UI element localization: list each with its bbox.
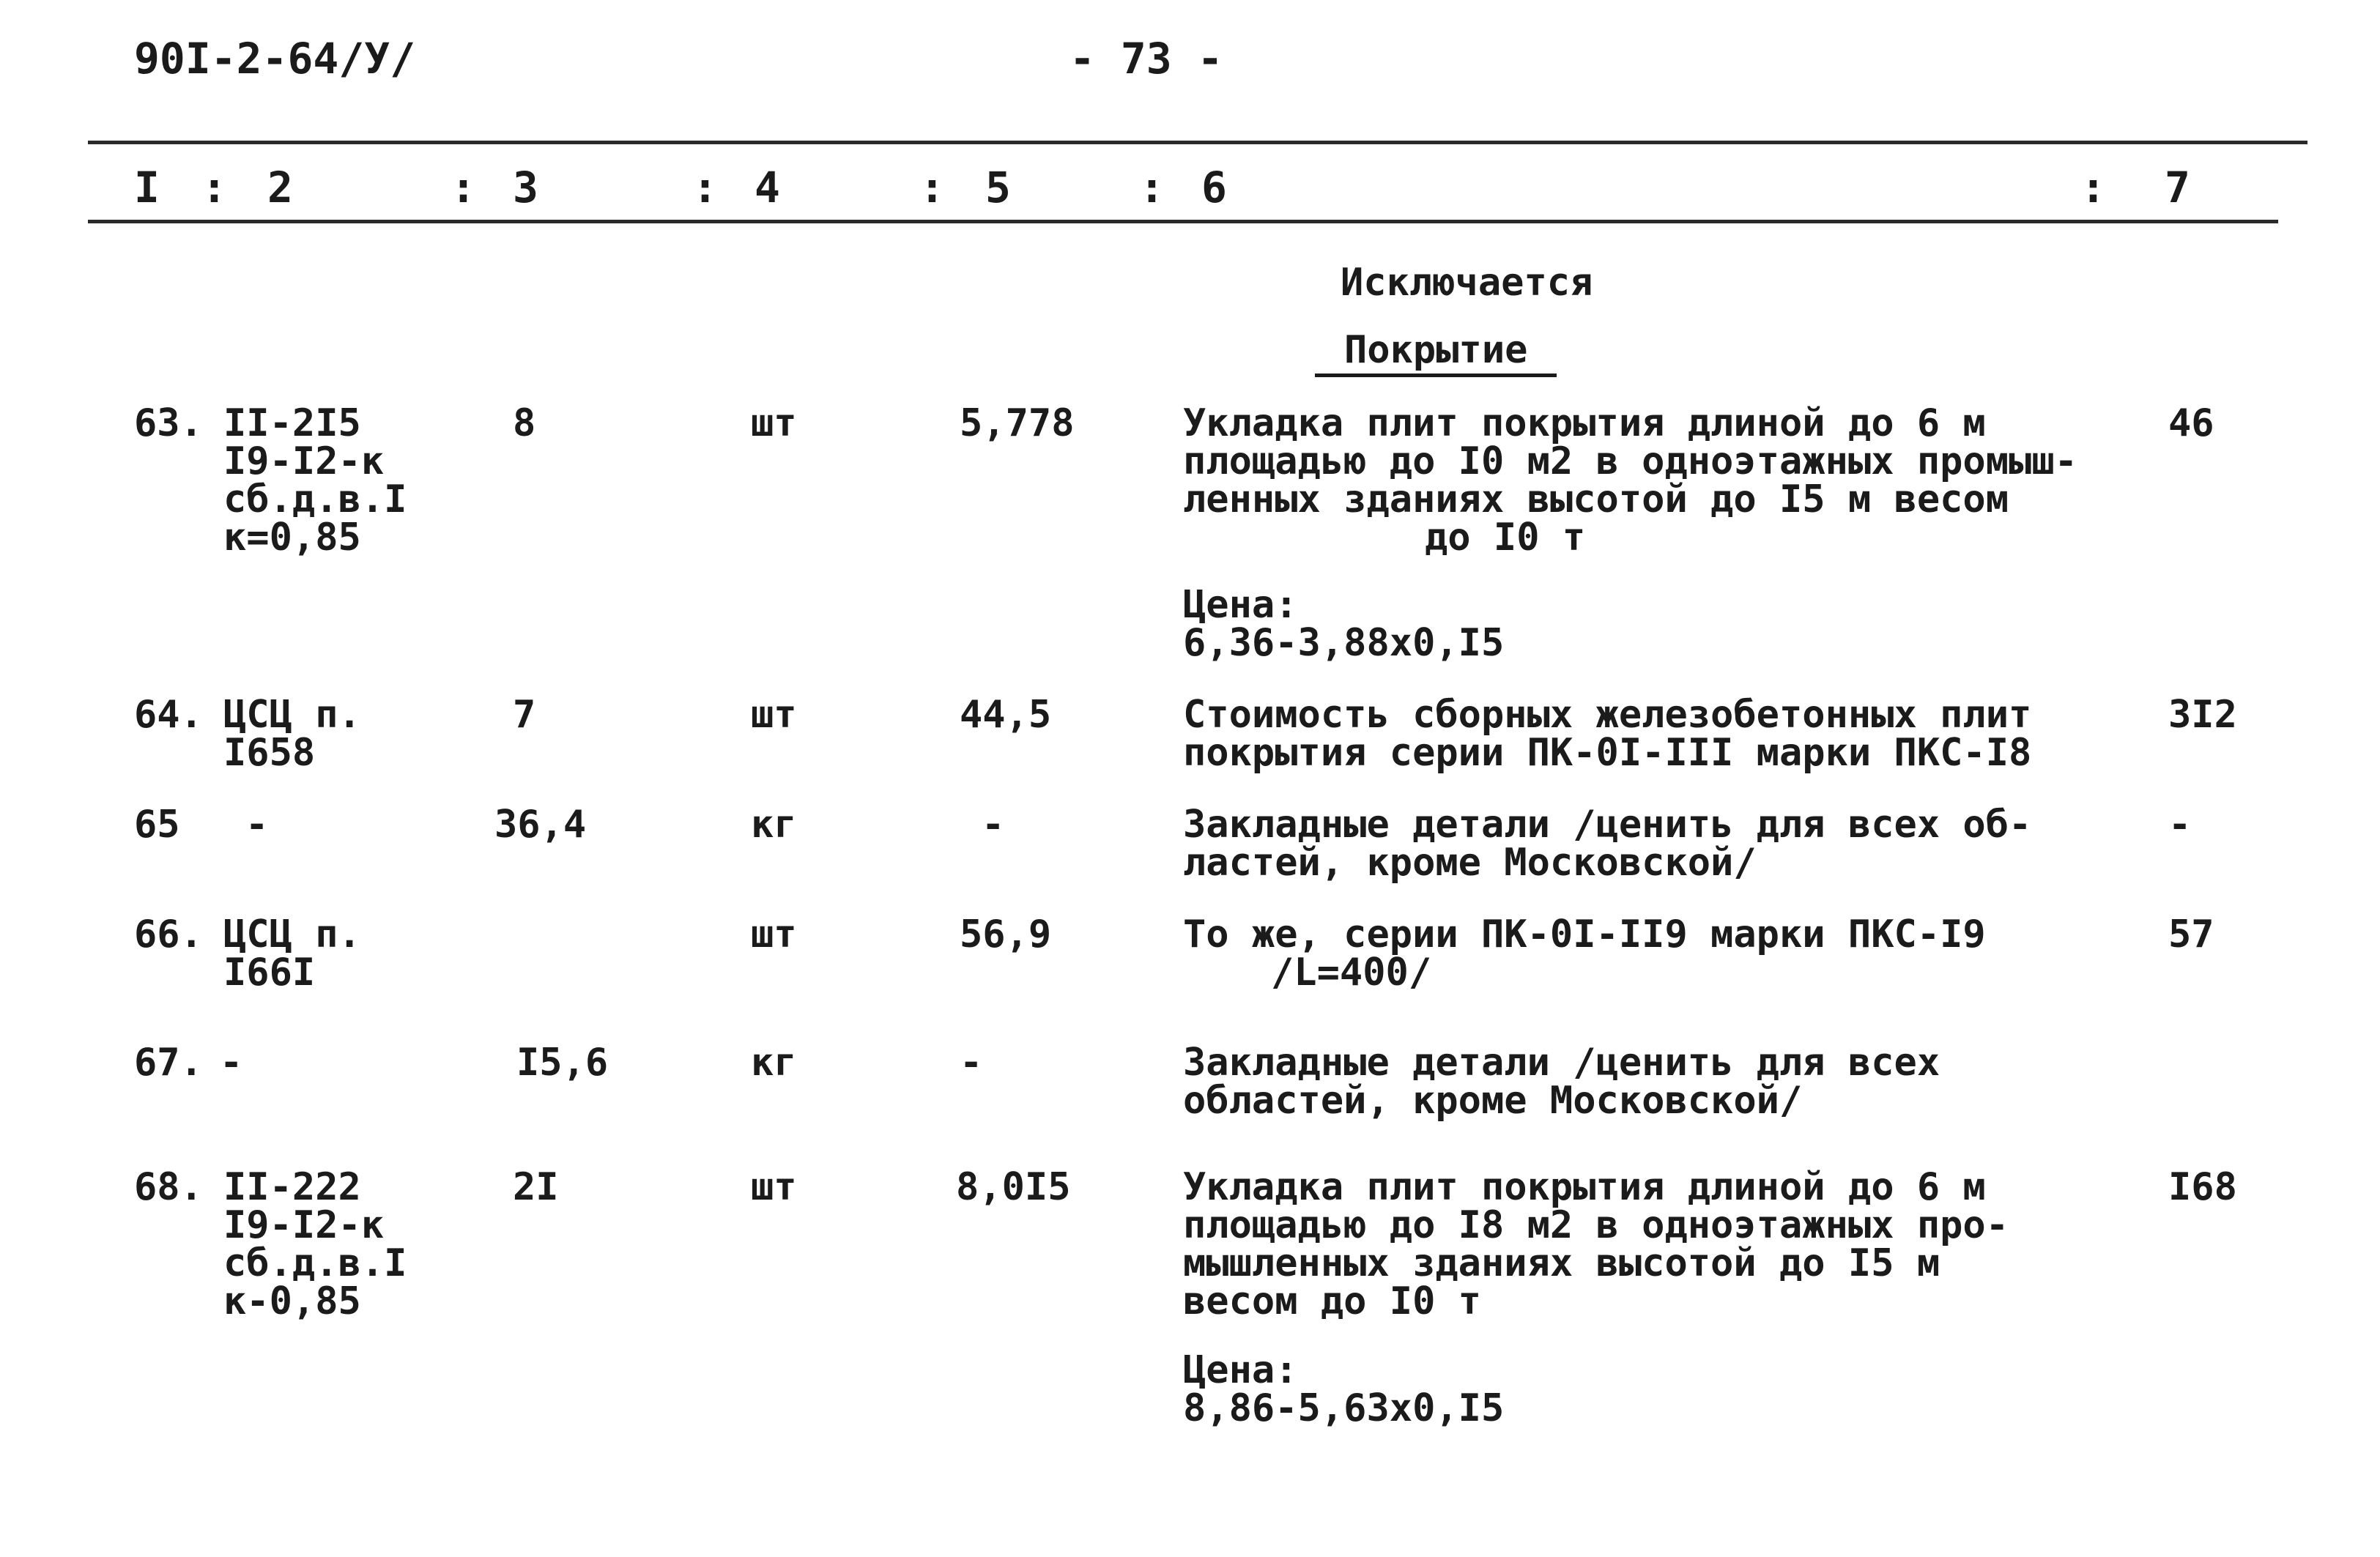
quantity: 2I xyxy=(513,1165,559,1209)
excluded-label: Исключается xyxy=(1341,261,1593,305)
col-header-2: 2 xyxy=(267,163,293,212)
norm-code: II-2I5 I9-I2-к сб.д.в.I к=0,85 xyxy=(223,401,407,560)
quantity: 36,4 xyxy=(494,803,587,847)
unit: шт xyxy=(751,401,797,445)
work-description: То же, серии ПК-0I-II9 марки ПКС-I9 /L=400/ xyxy=(1183,913,1986,995)
col-header-3: 3 xyxy=(513,163,538,212)
total-value: 3I2 xyxy=(2168,693,2237,737)
header-bottom-rule xyxy=(88,220,2278,223)
row-number: 63. xyxy=(134,401,203,445)
row-number: 65 xyxy=(134,803,180,847)
row-number: 66. xyxy=(134,913,203,956)
unit: шт xyxy=(751,693,797,737)
price-note: Цена: 6,36-3,88x0,I5 xyxy=(1183,583,1505,665)
row-number: 64. xyxy=(134,693,203,737)
unit-price: 8,0I5 xyxy=(956,1165,1071,1209)
section-heading-text: Покрытие xyxy=(1315,328,1557,377)
unit-price: - xyxy=(982,803,1005,847)
col-header-5: 5 xyxy=(985,163,1011,212)
col-header-4: 4 xyxy=(755,163,780,212)
norm-code: - xyxy=(245,803,269,847)
work-description: Закладные детали /ценить для всех областей, кроме Московской/ xyxy=(1183,1041,1940,1123)
row-number: 68. xyxy=(134,1165,203,1209)
col-separator: : xyxy=(1139,163,1165,212)
unit: кг xyxy=(751,1041,797,1085)
unit: шт xyxy=(751,913,797,956)
unit-price: 5,778 xyxy=(960,401,1075,445)
norm-code: - xyxy=(220,1041,243,1085)
section-heading xyxy=(1315,328,1557,372)
col-separator: : xyxy=(451,163,476,212)
unit: шт xyxy=(751,1165,797,1209)
col-separator: : xyxy=(2080,163,2106,212)
unit: кг xyxy=(751,803,797,847)
work-description: Закладные детали /ценить для всех об- ластей, кроме Московской/ xyxy=(1183,803,2032,885)
quantity: 7 xyxy=(513,693,536,737)
header-top-rule xyxy=(88,141,2307,144)
unit-price: - xyxy=(960,1041,983,1085)
unit-price: 56,9 xyxy=(960,913,1052,956)
col-separator: : xyxy=(692,163,718,212)
total-value: - xyxy=(2168,803,2192,847)
total-value: I68 xyxy=(2168,1165,2237,1209)
work-description: Укладка плит покрытия длиной до 6 м площадью до I0 м2 в одноэтажных промыш- ленных зданиях высотой до I5 м весом до I0 т xyxy=(1183,401,2077,560)
work-description: Укладка плит покрытия длиной до 6 м площадью до I8 м2 в одноэтажных про- мышленных зданиях высотой до I5 м весом до I0 т xyxy=(1183,1165,2009,1323)
quantity: I5,6 xyxy=(516,1041,609,1085)
norm-code: ЦСЦ п. I658 xyxy=(223,693,361,775)
quantity: 8 xyxy=(513,401,536,445)
col-header-7: 7 xyxy=(2165,163,2190,212)
document-code: 90I-2-64/У/ xyxy=(134,34,416,83)
total-value: 46 xyxy=(2168,401,2214,445)
norm-code: ЦСЦ п. I66I xyxy=(223,913,361,995)
price-note: Цена: 8,86-5,63x0,I5 xyxy=(1183,1348,1505,1430)
col-separator: : xyxy=(201,163,227,212)
norm-code: II-222 I9-I2-к сб.д.в.I к-0,85 xyxy=(223,1165,407,1323)
total-value: 57 xyxy=(2168,913,2214,956)
unit-price: 44,5 xyxy=(960,693,1052,737)
col-header-6: 6 xyxy=(1201,163,1227,212)
row-number: 67. xyxy=(134,1041,203,1085)
page-number: - 73 - xyxy=(1069,34,1223,83)
col-header-1: I xyxy=(134,163,160,212)
work-description: Стоимость сборных железобетонных плит покрытия серии ПК-0I-III марки ПКС-I8 xyxy=(1183,693,2032,775)
col-separator: : xyxy=(919,163,945,212)
